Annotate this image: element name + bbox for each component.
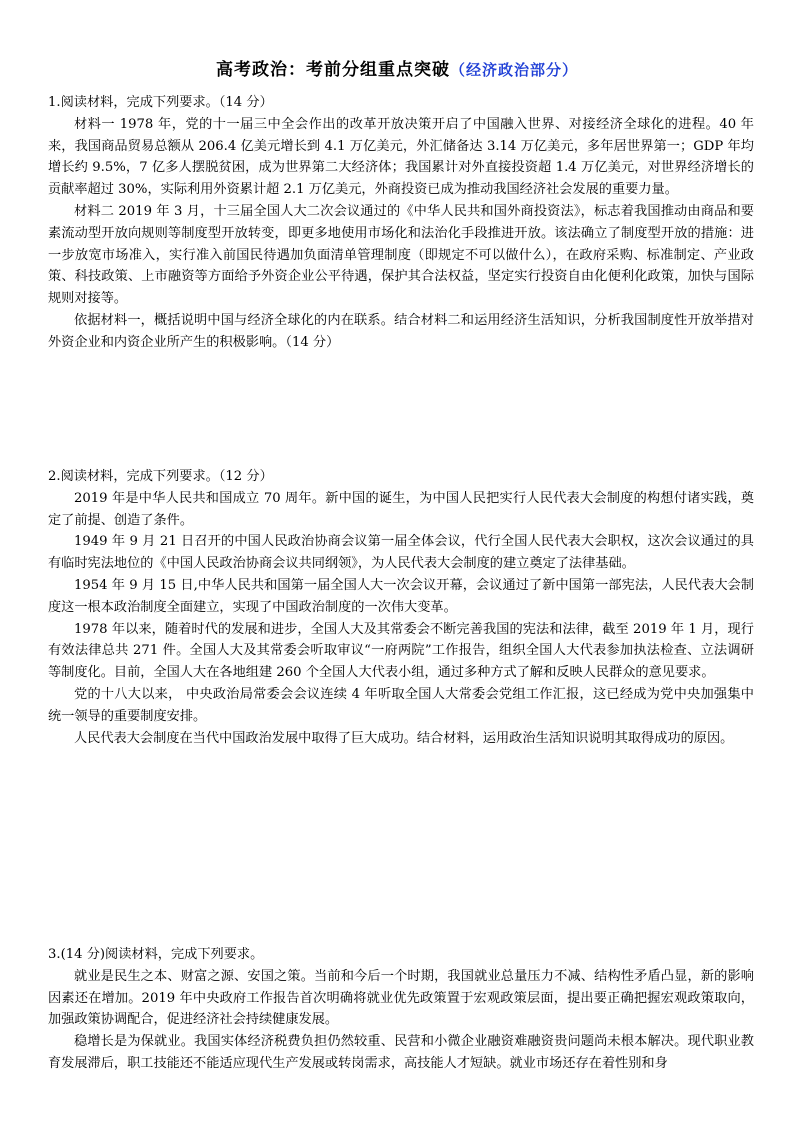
question-prompt: 人民代表大会制度在当代中国政治发展中取得了巨大成功。结合材料，运用政治生活知识说明其取得成功的原因。 xyxy=(74,730,734,746)
question-header: 2.阅读材料，完成下列要求。（12 分） xyxy=(48,469,273,484)
material-paragraph: 材料一 1978 年，党的十一届三中全会作出的改革开放决策开启了中国融入世界、对接经济全球化的进程。40 年来，我国商品贸易总额从 206.4 亿美元增长到 4.1 万亿美元，外汇储备达 3.14 万亿美元，多年居世界第一；GDP 年均增长约 9.5%，7 亿多人摆脱贫困，成为世界第二大经济体；我国累计对外直接投资超 1.4 万亿美元，对世界经济增长的贡献率超过 30%，实际利用外资累计超 2.1 万亿美元，外商投资已成为推动我国经济社会发展的重要力量。 xyxy=(48,116,754,198)
material-paragraph: 2019 年是中华人民共和国成立 70 周年。新中国的诞生，为中国人民把实行人民代表大会制度的构想付诸实践，奠定了前提、创造了条件。 xyxy=(48,490,754,528)
question-1 xyxy=(48,92,754,354)
document-title xyxy=(0,59,794,81)
material-paragraph: 就业是民生之本、财富之源、安国之策。当前和今后一个时期，我国就业总量压力不减、结构性矛盾凸显，新的影响因素还在增加。2019 年中央政府工作报告首次明确将就业优先政策置于宏观政策层面，提出要正确把握宏观政策取向，加强政策协调配合，促进经济社会持续健康发展。 xyxy=(48,968,754,1028)
material-paragraph: 稳增长是为保就业。我国实体经济税费负担仍然较重、民营和小微企业融资难融资贵问题尚未根本解决。现代职业教育发展滞后，职工技能还不能适应现代生产发展或转岗需求，高技能人才短缺。就业市场还存在着性别和身 xyxy=(48,1034,754,1071)
material-paragraph: 1978 年以来，随着时代的发展和进步，全国人大及其常委会不断完善我国的宪法和法律，截至 2019 年 1 月，现行有效法律总共 271 件。全国人大及其常委会听取审议“一府两院”工作报告，组织全国人大代表参加执法检查、立法调研等制度化。目前，全国人大在各地组建 260 个全国人大代表小组，通过多种方式了解和反映人民群众的意见要求。 xyxy=(48,621,754,681)
title-subtitle: （经济政治部分） xyxy=(449,61,578,79)
title-main: 高考政治：考前分组重点突破 xyxy=(215,60,450,80)
question-2 xyxy=(48,466,754,749)
material-paragraph: 1949 年 9 月 21 日召开的中国人民政治协商会议第一届全体会议，代行全国人民代表大会职权，这次会议通过的具有临时宪法地位的《中国人民政治协商会议共同纲领》，为人民代表大会制度的建立奠定了法律基础。 xyxy=(48,534,754,572)
material-paragraph: 1954 年 9 月 15 日,中华人民共和国第一届全国人大一次会议开幕，会议通过了新中国第一部宪法，人民代表大会制度这一根本政治制度全面建立，实现了中国政治制度的一次伟大变革。 xyxy=(48,577,754,615)
question-header: 1.阅读材料，完成下列要求。（14 分） xyxy=(48,95,273,110)
material-paragraph: 党的十八大以来， 中央政治局常委会会议连续 4 年听取全国人大常委会党组工作汇报，这已经成为党中央加强集中统一领导的重要制度安排。 xyxy=(48,686,754,724)
material-paragraph: 材料二 2019 年 3 月，十三届全国人大二次会议通过的《中华人民共和国外商投资法》，标志着我国推动由商品和要素流动型开放向规则等制度型开放转变，即更多地使用市场化和法治化手段推进开放。该法确立了制度型开放的措施：进一步放宽市场准入，实行准入前国民待遇加负面清单管理制度（即规定不可以做什么），在政府采购、标准制定、产业政策、科技政策、上市融资等方面给予外资企业公平待遇，保护其合法权益，坚定实行投资自由化便利化政策，加快与国际规则对接等。 xyxy=(48,203,754,307)
question-3 xyxy=(48,944,754,1075)
question-header: 3.(14 分)阅读材料，完成下列要求。 xyxy=(48,947,264,962)
question-prompt: 依据材料一，概括说明中国与经济全球化的内在联系。结合材料二和运用经济生活知识，分析我国制度性开放举措对外资企业和内资企业所产生的积极影响。（14 分） xyxy=(48,312,754,350)
